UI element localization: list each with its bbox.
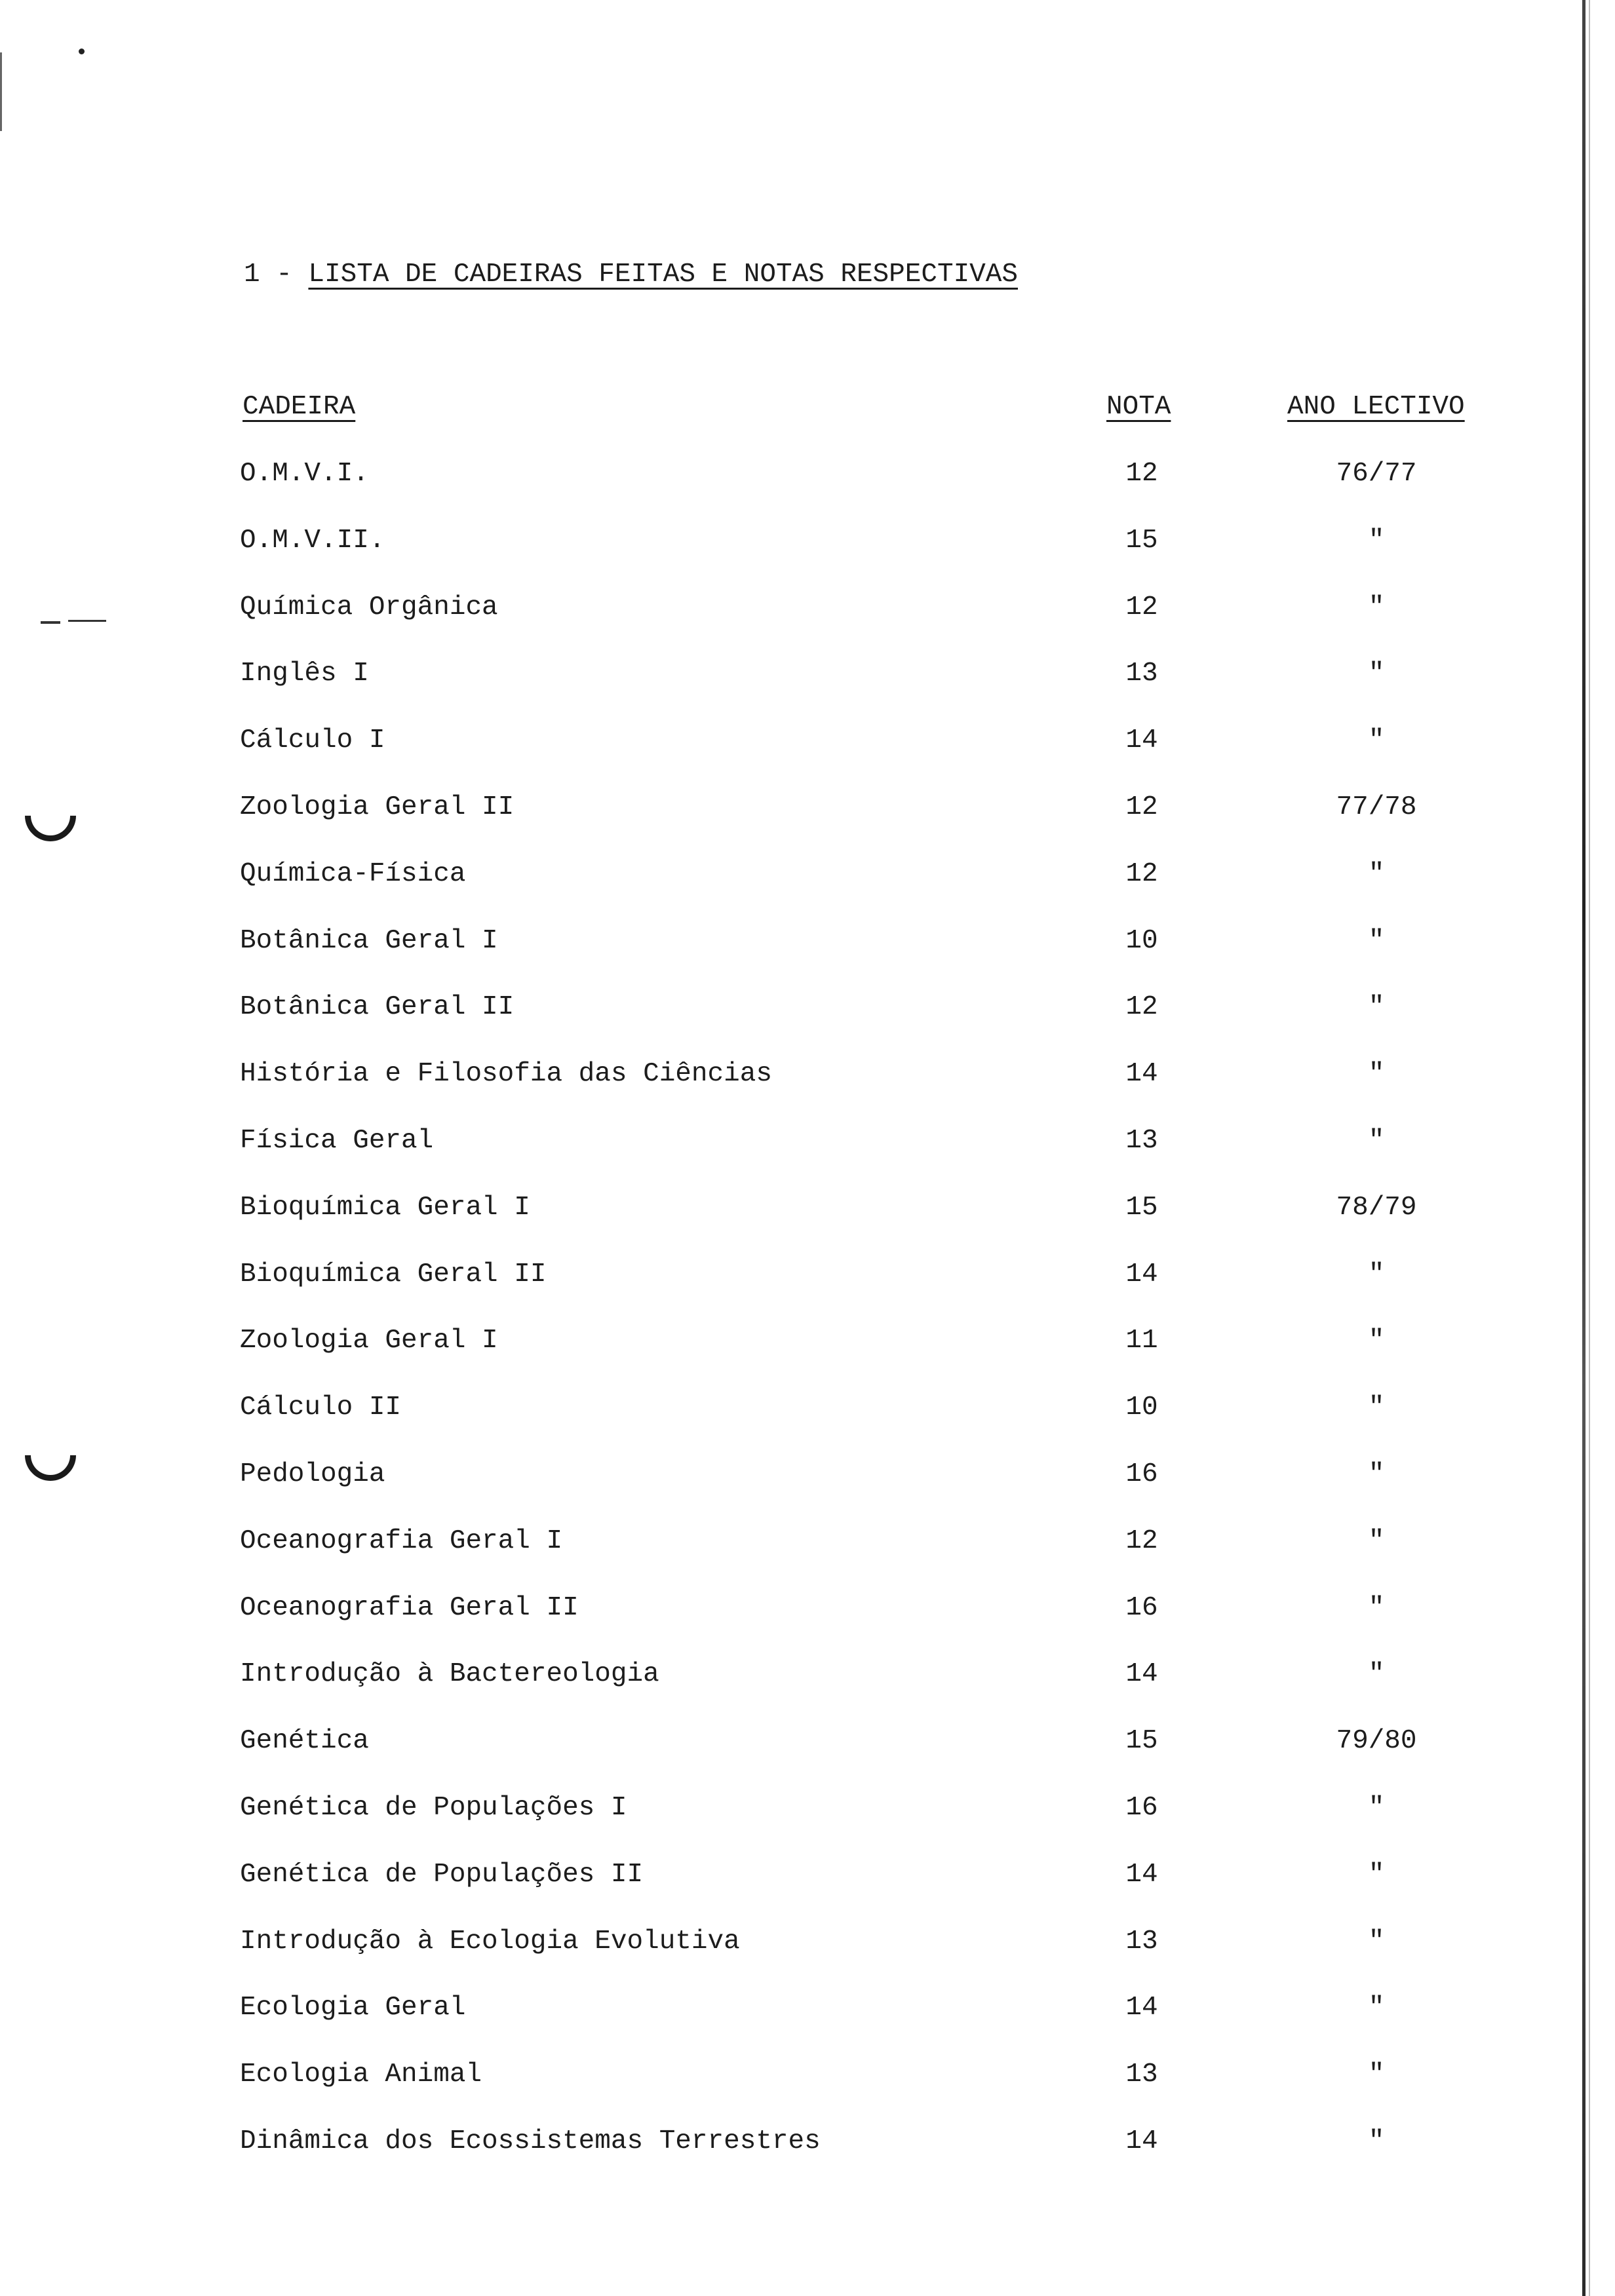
scan-edge-shadow [1589,0,1590,2296]
table-row [0,459,1508,526]
course-name: Botânica Geral I [240,925,498,956]
table-row [0,1392,1508,1459]
table-row [0,1860,1508,1926]
table-row [0,1059,1508,1126]
course-name: Cálculo I [240,725,385,756]
course-grade: 14 [1125,1259,1158,1290]
course-grade: 13 [1125,1926,1158,1957]
course-year: " [1368,1792,1385,1823]
course-year: " [1368,1326,1385,1356]
course-grade: 13 [1125,2059,1158,2090]
course-name: Química Orgânica [240,592,498,622]
course-name: Oceanografia Geral II [240,1592,579,1623]
table-row [0,1193,1508,1259]
course-name: Zoologia Geral I [240,1326,498,1356]
table-row [0,1593,1508,1660]
course-year: " [1368,1259,1385,1290]
course-year: " [1368,1525,1385,1556]
course-grade: 16 [1125,1459,1158,1489]
table-row [0,592,1508,659]
course-name: Genética [240,1726,369,1757]
course-grade: 14 [1125,1059,1158,1090]
table-row [0,526,1508,592]
table-row [0,2059,1508,2126]
course-grade: 14 [1125,725,1158,756]
course-grade: 15 [1125,1726,1158,1757]
table-row [0,992,1508,1059]
course-name: Bioquímica Geral II [240,1259,547,1290]
course-year: " [1368,2059,1385,2090]
course-grade: 15 [1125,525,1158,556]
course-name: Botânica Geral II [240,992,515,1023]
course-grade: 11 [1125,1326,1158,1356]
table-row [0,926,1508,993]
table-row [0,2126,1508,2193]
course-grade: 13 [1125,659,1158,689]
course-year: " [1368,858,1385,889]
table-row [0,1726,1508,1793]
course-year: " [1368,592,1385,622]
course-year: " [1368,1392,1385,1423]
course-grade: 12 [1125,858,1158,889]
course-name: Química-Física [240,858,466,889]
course-name: O.M.V.I. [240,459,369,489]
table-row [0,1526,1508,1593]
course-year: 76/77 [1336,459,1417,489]
course-year: " [1368,925,1385,956]
table-row [0,1326,1508,1392]
course-year: " [1368,992,1385,1023]
course-grade: 14 [1125,1993,1158,2023]
course-grade: 12 [1125,992,1158,1023]
table-row [0,792,1508,859]
course-year: 78/79 [1336,1192,1417,1223]
course-grade: 15 [1125,1192,1158,1223]
course-year: " [1368,1125,1385,1156]
course-grade: 14 [1125,2126,1158,2156]
course-year: " [1368,1993,1385,2023]
course-grade: 10 [1125,1392,1158,1423]
course-name: Genética de Populações II [240,1859,644,1890]
table-row [0,1459,1508,1526]
course-grade: 14 [1125,1659,1158,1690]
course-year: " [1368,1859,1385,1890]
course-name: História e Filosofia das Ciências [240,1059,772,1090]
course-name: Pedologia [240,1459,385,1489]
course-name: Inglês I [240,659,369,689]
course-year: " [1368,525,1385,556]
course-year: " [1368,2126,1385,2156]
course-grade: 12 [1125,1525,1158,1556]
scan-edge-right [1582,0,1586,2296]
course-year: 79/80 [1336,1726,1417,1757]
course-name: Ecologia Animal [240,2059,482,2090]
course-grade: 13 [1125,1125,1158,1156]
table-row [0,1659,1508,1726]
table-row [0,725,1508,792]
course-name: Cálculo II [240,1392,402,1423]
course-name: Bioquímica Geral I [240,1192,530,1223]
course-year: " [1368,1459,1385,1489]
section-number: 1 - [244,259,309,290]
course-year: " [1368,659,1385,689]
course-year: " [1368,725,1385,756]
column-header-nota: NOTA [1106,392,1171,422]
table-row [0,1126,1508,1193]
course-year: " [1368,1592,1385,1623]
course-name: O.M.V.II. [240,525,385,556]
course-name: Dinâmica dos Ecossistemas Terrestres [240,2126,821,2156]
grades-table [0,459,1508,2193]
course-name: Física Geral [240,1125,434,1156]
scan-edge-left [0,52,2,131]
table-row [0,859,1508,926]
course-grade: 12 [1125,592,1158,622]
course-grade: 16 [1125,1592,1158,1623]
course-year: 77/78 [1336,792,1417,822]
column-header-ano-lectivo: ANO LECTIVO [1287,392,1465,422]
course-year: " [1368,1926,1385,1957]
course-grade: 14 [1125,1859,1158,1890]
table-row [0,659,1508,725]
course-name: Ecologia Geral [240,1993,466,2023]
section-heading [244,259,1018,290]
table-row [0,1793,1508,1860]
course-year: " [1368,1659,1385,1690]
course-grade: 12 [1125,792,1158,822]
column-header-cadeira: CADEIRA [243,392,356,422]
course-grade: 10 [1125,925,1158,956]
course-grade: 12 [1125,459,1158,489]
course-name: Genética de Populações I [240,1792,627,1823]
course-name: Introdução à Ecologia Evolutiva [240,1926,740,1957]
course-grade: 16 [1125,1792,1158,1823]
course-name: Zoologia Geral II [240,792,515,822]
table-row [0,1259,1508,1326]
ink-dot [79,48,85,54]
course-name: Introdução à Bactereologia [240,1659,659,1690]
table-row [0,1926,1508,1993]
course-name: Oceanografia Geral I [240,1525,563,1556]
course-year: " [1368,1059,1385,1090]
table-row [0,1993,1508,2059]
section-title: LISTA DE CADEIRAS FEITAS E NOTAS RESPECTIVAS [308,259,1018,290]
